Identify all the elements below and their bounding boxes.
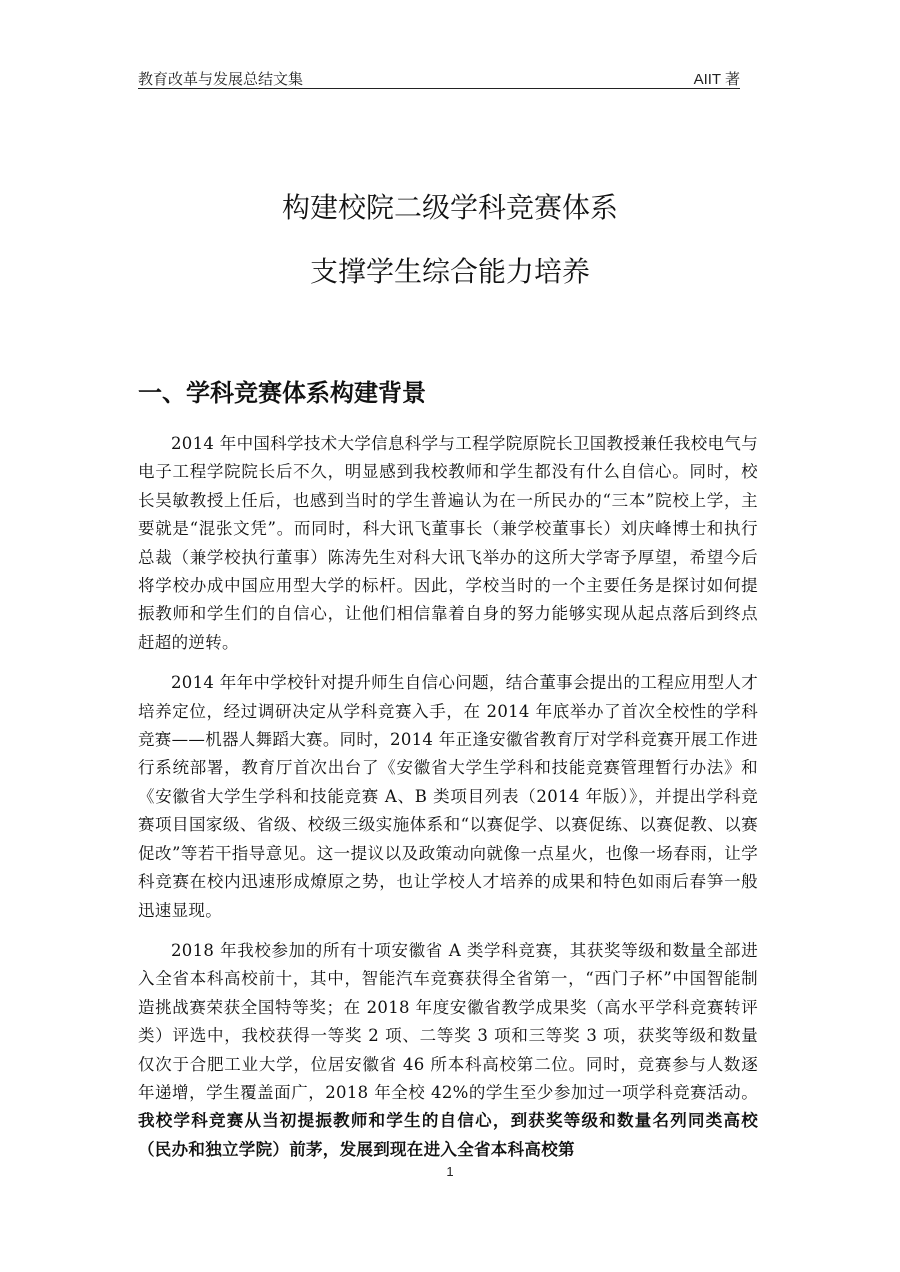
document-title-line-2: 支撑学生综合能力培养 bbox=[309, 255, 590, 288]
paragraph-1: 2014 年中国科学技术大学信息科学与工程学院原院长卫国教授兼任我校电气与电子工程学院院长后不久，明显感到我校教师和学生都没有什么自信心。同时，校长吴敏教授上任后，也感到当时的学生普遍认为在一所民办的“三本”院校上学，主要就是“混张文凭”。而同时，科大讯飞董事长（兼学校董事长）刘庆峰博士和执行总裁（兼学校执行董事）陈涛先生对科大讯飞举办的这所大学寄予厚望，希望今后将学校办成中国应用型大学的标杆。因此，学校当时的一个主要任务是探讨如何提振教师和学生们的自信心，让他们相信靠着自身的努力能够实现从起点落后到终点赶超的逆转。 bbox=[138, 434, 758, 652]
paragraph-2: 2014 年年中学校针对提升师生自信心问题，结合董事会提出的工程应用型人才培养定位，经过调研决定从学科竞赛入手，在 2014 年底举办了首次全校性的学科竞赛——机器人舞蹈大赛。同时，2014 年正逢安徽省教育厅对学科竞赛开展工作进行系统部署，教育厅首次出台了《安徽省大学生学科和技能竞赛管理暂行办法》和《安徽省大学生学科和技能竞赛 A、B 类项目列表（2014 年版）》，并提出学科竞赛项目国家级、省级、校级三级实施体系和“以赛促学、以赛促练、以赛促教、以赛促改”等若干指导意见。这一提议以及政策动向就像一点星火，也像一场春雨，让学科竞赛在校内迅速形成燎原之势，也让学校人才培养的成果和特色如雨后春笋一般迅速显现。 bbox=[138, 673, 758, 920]
body-text bbox=[138, 430, 758, 1176]
running-header bbox=[138, 68, 740, 89]
paragraph-3-bold-text: 我校学科竞赛从当初提振教师和学生的自信心，到获奖等级和数量名列同类高校（民办和独立学院）前茅，发展到现在进入全省本科高校第 bbox=[138, 1111, 758, 1159]
page-number: 1 bbox=[446, 1164, 454, 1179]
header-rule bbox=[138, 88, 740, 89]
paragraph-3-text: 2018 年我校参加的所有十项安徽省 A 类学科竞赛，其获奖等级和数量全部进入全省本科高校前十，其中，智能汽车竞赛获得全省第一，“西门子杯”中国智能制造挑战赛荣获全国特等奖；在 2018 年度安徽省教学成果奖（高水平学科竞赛转评类）评选中，我校获得一等奖 2 项、二等奖 3 项和三等奖 3 项，获奖等级和数量仅次于合肥工业大学，位居安徽省 46 所本科高校第二位。同时，竞赛参与人数逐年递增，学生覆盖面广，2018 年全校 42%的学生至少参加过一项学科竞赛活动。 bbox=[138, 940, 758, 1102]
paragraph-3 bbox=[138, 937, 758, 1164]
header-collection-title: 教育改革与发展总结文集 bbox=[138, 70, 304, 88]
header-author: AIIT 著 bbox=[693, 71, 740, 88]
section-heading: 一、学科竞赛体系构建背景 bbox=[138, 379, 426, 407]
document-title-line-1: 构建校院二级学科竞赛体系 bbox=[281, 191, 618, 224]
